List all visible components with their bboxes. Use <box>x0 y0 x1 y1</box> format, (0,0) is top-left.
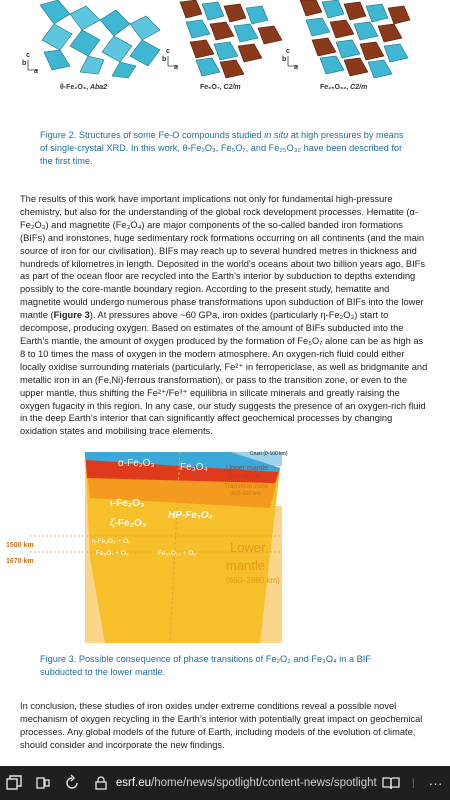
structure-label-fe5o7: Fe₅O₇, C2/m <box>200 84 241 91</box>
label-depth-1500: 1500 km <box>6 542 34 549</box>
theta-fe2o3-structure <box>40 0 160 78</box>
axis-label: b <box>162 56 167 63</box>
axis-label: b <box>22 60 27 67</box>
label-fe3o4: Fe₃O₄ <box>180 462 208 473</box>
browser-bottom-bar <box>0 766 450 800</box>
label-upper-mantle: Upper mantle <box>226 465 269 472</box>
figure-2 <box>20 0 430 104</box>
label-iota: ι-Fe₂O₃ <box>110 498 145 509</box>
axis-label: c <box>286 48 290 55</box>
label-mantle: mantle <box>226 558 266 573</box>
reading-view-icon[interactable] <box>377 766 406 800</box>
label-lower-depth: (660–2880 km) <box>226 576 280 585</box>
divider: | <box>412 777 415 789</box>
label-zeta: ζ-Fe₂O₃ <box>110 518 147 529</box>
axis-label: a <box>294 64 298 71</box>
figure-2-caption: Figure 2. Structures of some Fe-O compounds studied in situ at high pressures by means of single-crystal XRD. In this work, θ-Fe₂O₃, Fe₅O₇, and Fe₂₅O₃₂ have been described for the first time. <box>40 130 404 166</box>
label-upper-mantle-depth: (100–410 km) <box>230 474 261 480</box>
tab-switch-icon[interactable] <box>29 766 58 800</box>
crystal-structures-image <box>20 0 430 80</box>
label-transition-zone: Transition zone <box>224 483 269 490</box>
axis-label: c <box>166 48 170 55</box>
axis-label: c <box>26 52 30 59</box>
tabs-icon[interactable] <box>0 766 29 800</box>
axis-label: b <box>282 56 287 63</box>
refresh-icon[interactable] <box>58 766 87 800</box>
paragraph-results: The results of this work have important implications not only for fundamental high-pressure chemistry, but also for the understanding of the global rock development processes. Hematite (α-Fe₂O₃) and magnetite (Fe₃O₄) are major components of the so-called banded iron formations (BIFs) and ironstones, huge sedimentary rock formations occurring on all continents (and the main source of iron for our civilisation). BIFs may reach up to several hundred metres in thickness and hundreds of kilometres in length. Deposited in the world’s oceans about two billion years ago, BIFs as part of the ocean floor are recycled into the Earth’s interior by subduction to depths extending possibly to the core-mantle boundary region. According to the present study, hematite and magnetite would undergo numerous phase transformations upon subduction of BIFs into the lower mantle (Figure 3). At pressures above ~60 GPa, iron oxides (particularly η-Fe₂O₃) start to decompose, producing oxygen. Based on estimates of the amount of BIFs subducted into the Earth’s mantle, the amount of oxygen produced by the formation of Fe₅O₇ alone can be as high as 8 to 10 times the mass of oxygen in the modern atmosphere. An oxygen-rich fluid could either locally oxidise surrounding materials (particularly, Fe²⁺ in ferropericlase, as well as bridgmanite and metallic iron in an (Fe,Ni)-ferrous transformation), or pass to the transition zone, or even to the upper mantle, thus shifting the Fe²⁺/Fe³⁺ equilibria in silicate minerals and greatly raising the oxygen fugacity in this region. In any case, our study suggests the presence of an oxygen-rich fluid in the deep Earth’s interior that can significantly affect geochemical processes by changing oxidation states and mobilising trace elements. <box>20 194 428 437</box>
label-depth-1670: 1670 km <box>6 558 34 565</box>
label-crust: Crust (0-100 km) <box>250 451 288 457</box>
axis-label: a <box>34 68 38 75</box>
axis-label: a <box>174 64 178 71</box>
structure-label-theta: θ-Fe₂O₃, Aba2 <box>60 84 108 91</box>
label-alpha: α-Fe₂O₃ <box>118 458 155 469</box>
label-lower: Lower <box>230 540 266 555</box>
label-hp: HP-Fe₃O₄ <box>168 510 213 521</box>
label-eta: η-Fe₂O₃ + O₂ <box>92 538 131 545</box>
figure-3 <box>6 448 288 643</box>
label-transition-depth: (410–660 km) <box>230 491 261 497</box>
figure-3-caption: Figure 3. Possible consequence of phase transitions of Fe₂O₃ and Fe₃O₄ in a BIF subducted to the lower mantle. <box>40 654 371 677</box>
fe5o7-structure <box>180 0 282 78</box>
paragraph-conclusion: In conclusion, these studies of iron oxides under extreme conditions reveal a possible novel mechanism of oxygen recycling in the Earth’s interior with potentially great impact on geochemical processes. Any global models of the future of Earth, including models of the evolution of climate, should consider and incorporate the new findings. <box>20 701 423 750</box>
label-fe25o32: Fe₂₅O₃₂ + O₂ <box>158 550 196 557</box>
fe25o32-structure <box>300 0 410 78</box>
more-menu-icon[interactable]: ··· <box>428 775 443 791</box>
structure-label-fe25o32: Fe₂₅O₃₂, C2/m <box>320 84 368 91</box>
label-fe5o7: Fe₅O₇ + O₂ <box>96 550 129 557</box>
figure-3-link[interactable]: Figure 3 <box>53 310 90 321</box>
lock-icon <box>87 766 116 800</box>
address-bar[interactable]: esrf.eu /home/news/spotlight/content-news/spotlight <box>115 777 377 789</box>
